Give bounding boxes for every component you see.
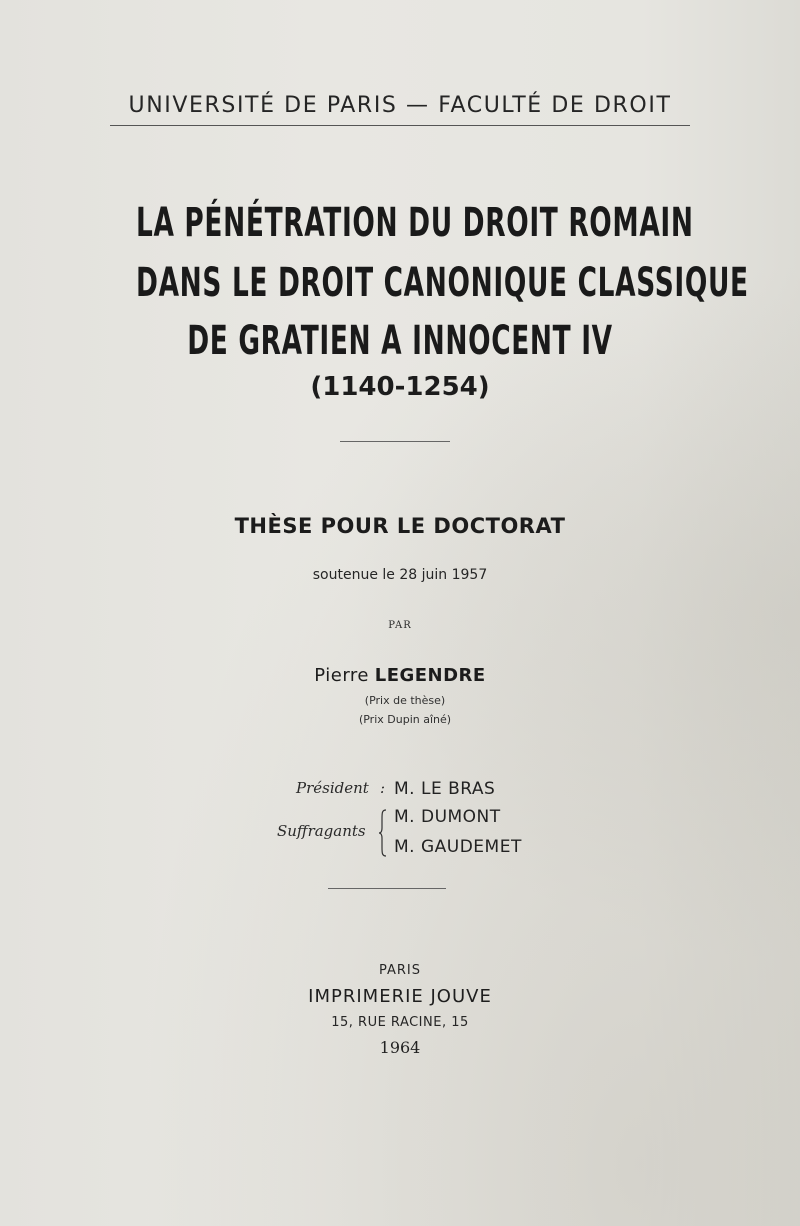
author-name	[0, 665, 800, 686]
president-name: M. LE BRAS	[394, 779, 496, 799]
divider-top	[340, 441, 450, 442]
imprint-printer: IMPRIMERIE JOUVE	[308, 986, 492, 1007]
title-line-2: DANS LE DROIT CANONIQUE CLASSIQUE	[136, 260, 749, 306]
suffragants-label: Suffragants	[277, 822, 366, 840]
defense-date: soutenue le 28 juin 1957	[312, 567, 488, 583]
institution-header: UNIVERSITÉ DE PARIS — FACULTÉ DE DROIT	[128, 93, 672, 118]
imprint-city: PARIS	[378, 963, 422, 978]
header-underline	[110, 125, 690, 126]
title-dates: (1140-1254)	[310, 372, 490, 402]
imprint-year: 1964	[379, 1038, 421, 1057]
brace-icon	[378, 809, 388, 857]
author-prize-1: (Prix de thèse)	[364, 694, 446, 707]
suffragant-name-2: M. GAUDEMET	[394, 837, 522, 857]
author-last-name: LEGENDRE	[374, 665, 486, 686]
president-colon: :	[380, 779, 386, 797]
suffragant-name-1: M. DUMONT	[394, 807, 501, 827]
title-line-3: DE GRATIEN A INNOCENT IV	[187, 318, 613, 364]
divider-bottom	[328, 888, 446, 889]
by-label: PAR	[388, 620, 412, 631]
title-line-1: LA PÉNÉTRATION DU DROIT ROMAIN	[136, 200, 694, 246]
imprint-address: 15, RUE RACINE, 15	[331, 1015, 469, 1030]
president-label: Président	[296, 779, 369, 797]
author-first-name: Pierre	[314, 665, 369, 686]
author-prize-2: (Prix Dupin aîné)	[358, 713, 452, 726]
thesis-heading: THÈSE POUR LE DOCTORAT	[234, 514, 566, 538]
